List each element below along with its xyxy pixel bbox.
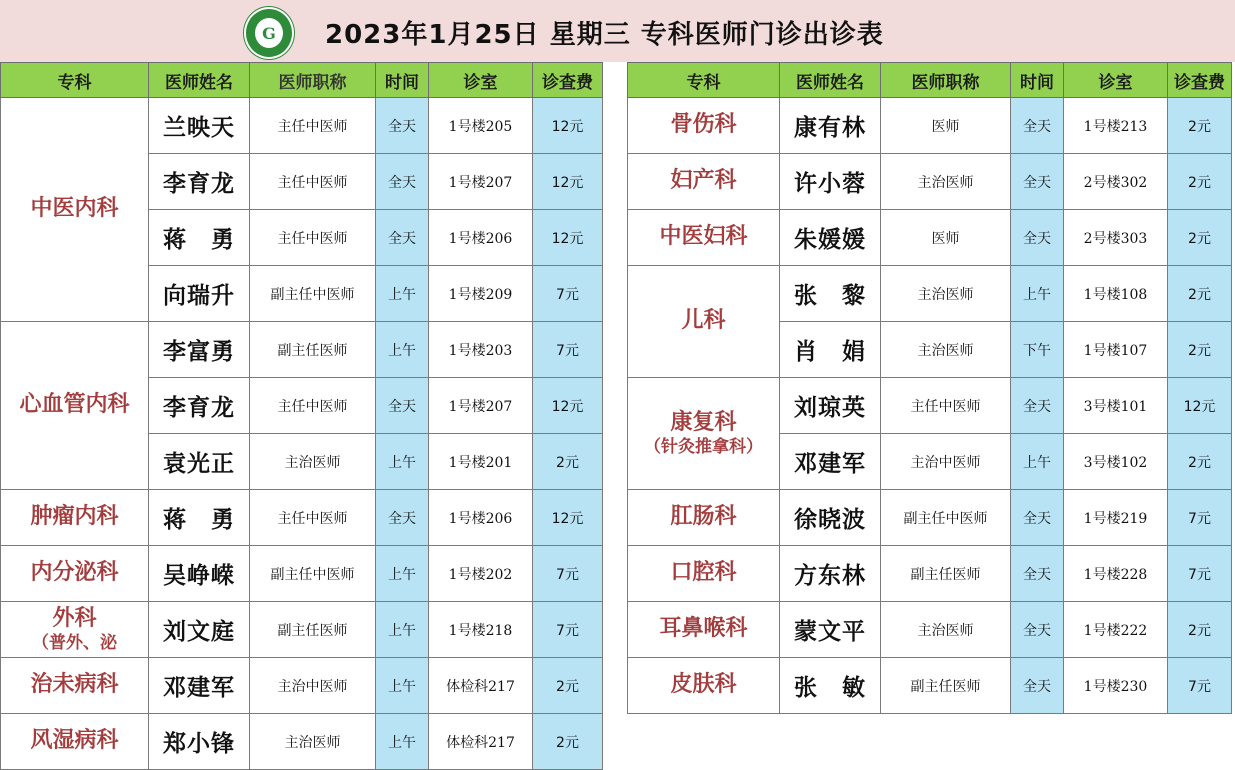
table-row	[628, 546, 1232, 602]
table-row	[628, 98, 1232, 154]
doctor-title: 主治医师	[881, 602, 1011, 658]
clinic-time: 上午	[376, 546, 429, 602]
clinic-room: 1号楼206	[429, 490, 533, 546]
col-header-doctor-title: 医师职称	[250, 63, 376, 98]
specialty-cell: 中医内科	[1, 98, 149, 322]
consult-fee: 2元	[1168, 154, 1232, 210]
clinic-room: 1号楼219	[1064, 490, 1168, 546]
specialty-cell: 中医妇科	[628, 210, 780, 266]
clinic-room: 1号楼107	[1064, 322, 1168, 378]
table-row	[1, 98, 603, 154]
clinic-time: 全天	[376, 98, 429, 154]
table-row	[1, 490, 603, 546]
specialty-cell: 骨伤科	[628, 98, 780, 154]
consult-fee: 2元	[1168, 266, 1232, 322]
doctor-name: 李育龙	[149, 378, 250, 434]
schedule-table-right	[627, 62, 1232, 714]
table-header-row	[628, 63, 1232, 98]
doctor-title: 医师	[881, 98, 1011, 154]
doctor-title: 副主任中医师	[250, 266, 376, 322]
consult-fee: 2元	[533, 434, 603, 490]
consult-fee: 2元	[1168, 98, 1232, 154]
specialty-name: 外科	[52, 606, 97, 632]
clinic-room: 1号楼213	[1064, 98, 1168, 154]
doctor-title: 主任中医师	[250, 210, 376, 266]
doctor-title: 主治医师	[250, 434, 376, 490]
table-row	[1, 546, 603, 602]
col-header-doctor-name: 医师姓名	[149, 63, 250, 98]
consult-fee: 2元	[533, 714, 603, 770]
doctor-name: 蒙文平	[780, 602, 881, 658]
clinic-time: 全天	[376, 490, 429, 546]
hospital-logo-icon	[244, 7, 294, 59]
clinic-time: 全天	[1011, 210, 1064, 266]
doctor-title: 主治中医师	[881, 434, 1011, 490]
doctor-name: 蒋 勇	[149, 490, 250, 546]
doctor-name: 向瑞升	[149, 266, 250, 322]
consult-fee: 2元	[1168, 210, 1232, 266]
clinic-time: 全天	[1011, 378, 1064, 434]
clinic-time: 全天	[1011, 490, 1064, 546]
specialty-cell: 风湿病科	[1, 714, 149, 770]
doctor-title: 副主任医师	[881, 546, 1011, 602]
clinic-time: 上午	[376, 266, 429, 322]
page-header	[0, 0, 1235, 62]
doctor-name: 肖 娟	[780, 322, 881, 378]
clinic-time: 下午	[1011, 322, 1064, 378]
clinic-time: 全天	[376, 378, 429, 434]
consult-fee: 7元	[1168, 658, 1232, 714]
specialty-cell	[1, 602, 149, 658]
consult-fee: 2元	[1168, 434, 1232, 490]
clinic-time: 上午	[1011, 434, 1064, 490]
table-header-row	[1, 63, 603, 98]
specialty-cell: 肛肠科	[628, 490, 780, 546]
table-row	[628, 154, 1232, 210]
doctor-title: 主治医师	[881, 322, 1011, 378]
doctor-name: 徐晓波	[780, 490, 881, 546]
clinic-time: 全天	[376, 154, 429, 210]
doctor-name: 郑小锋	[149, 714, 250, 770]
specialty-cell: 肿瘤内科	[1, 490, 149, 546]
col-header-fee: 诊查费	[533, 63, 603, 98]
doctor-name: 张 黎	[780, 266, 881, 322]
specialty-cell: 儿科	[628, 266, 780, 378]
col-header-doctor-title: 医师职称	[881, 63, 1011, 98]
consult-fee: 7元	[533, 266, 603, 322]
specialty-cell: 妇产科	[628, 154, 780, 210]
table-row	[1, 714, 603, 770]
specialty-cell: 心血管内科	[1, 322, 149, 490]
clinic-room: 1号楼203	[429, 322, 533, 378]
clinic-room: 1号楼209	[429, 266, 533, 322]
doctor-title: 副主任中医师	[881, 490, 1011, 546]
clinic-room: 1号楼222	[1064, 602, 1168, 658]
clinic-time: 上午	[376, 658, 429, 714]
consult-fee: 2元	[1168, 322, 1232, 378]
doctor-name: 刘文庭	[149, 602, 250, 658]
consult-fee: 12元	[533, 154, 603, 210]
doctor-title: 主任中医师	[250, 378, 376, 434]
doctor-name: 康有林	[780, 98, 881, 154]
doctor-name: 张 敏	[780, 658, 881, 714]
logo-glyph: G	[255, 18, 283, 48]
clinic-room: 1号楼207	[429, 378, 533, 434]
col-header-time: 时间	[1011, 63, 1064, 98]
doctor-name: 李育龙	[149, 154, 250, 210]
specialty-name: 康复科	[670, 410, 737, 436]
clinic-room: 1号楼207	[429, 154, 533, 210]
clinic-room: 1号楼228	[1064, 546, 1168, 602]
clinic-room: 1号楼205	[429, 98, 533, 154]
specialty-cell: 治未病科	[1, 658, 149, 714]
table-row	[628, 658, 1232, 714]
clinic-room: 3号楼102	[1064, 434, 1168, 490]
clinic-room: 1号楼201	[429, 434, 533, 490]
table-row	[1, 602, 603, 658]
specialty-cell: 皮肤科	[628, 658, 780, 714]
clinic-time: 上午	[376, 322, 429, 378]
clinic-room: 1号楼108	[1064, 266, 1168, 322]
doctor-name: 许小蓉	[780, 154, 881, 210]
doctor-title: 副主任中医师	[250, 546, 376, 602]
doctor-title: 主治中医师	[250, 658, 376, 714]
doctor-name: 刘琼英	[780, 378, 881, 434]
clinic-room: 2号楼303	[1064, 210, 1168, 266]
clinic-room: 2号楼302	[1064, 154, 1168, 210]
clinic-time: 全天	[1011, 658, 1064, 714]
specialty-cell	[628, 378, 780, 490]
consult-fee: 12元	[1168, 378, 1232, 434]
consult-fee: 12元	[533, 378, 603, 434]
clinic-room: 体检科217	[429, 714, 533, 770]
doctor-name: 袁光正	[149, 434, 250, 490]
specialty-cell: 内分泌科	[1, 546, 149, 602]
consult-fee: 2元	[1168, 602, 1232, 658]
doctor-title: 主治医师	[881, 266, 1011, 322]
doctor-title: 副主任医师	[250, 602, 376, 658]
doctor-name: 蒋 勇	[149, 210, 250, 266]
table-row	[628, 490, 1232, 546]
specialty-subtitle: （针灸推拿科）	[644, 436, 763, 457]
clinic-time: 上午	[1011, 266, 1064, 322]
specialty-cell: 耳鼻喉科	[628, 602, 780, 658]
consult-fee: 7元	[1168, 546, 1232, 602]
doctor-title: 主任中医师	[250, 154, 376, 210]
doctor-title: 主治医师	[250, 714, 376, 770]
consult-fee: 12元	[533, 98, 603, 154]
doctor-title: 主任中医师	[250, 490, 376, 546]
specialty-subtitle: （普外、泌	[32, 632, 117, 653]
doctor-name: 李富勇	[149, 322, 250, 378]
clinic-time: 全天	[1011, 602, 1064, 658]
doctor-name: 吴峥嵘	[149, 546, 250, 602]
clinic-time: 全天	[1011, 546, 1064, 602]
table-row	[1, 322, 603, 378]
col-header-time: 时间	[376, 63, 429, 98]
consult-fee: 7元	[533, 602, 603, 658]
page-title: 2023年1月25日 星期三 专科医师门诊出诊表	[325, 20, 884, 50]
doctor-title: 主任中医师	[881, 378, 1011, 434]
clinic-room: 体检科217	[429, 658, 533, 714]
clinic-room: 1号楼218	[429, 602, 533, 658]
col-header-room: 诊室	[1064, 63, 1168, 98]
doctor-title: 副主任医师	[881, 658, 1011, 714]
doctor-title: 副主任医师	[250, 322, 376, 378]
doctor-name: 朱媛媛	[780, 210, 881, 266]
table-row	[628, 602, 1232, 658]
schedule-table-left	[0, 62, 603, 770]
doctor-name: 邓建军	[149, 658, 250, 714]
clinic-room: 1号楼230	[1064, 658, 1168, 714]
table-row	[1, 658, 603, 714]
doctor-name: 方东林	[780, 546, 881, 602]
doctor-name: 兰映天	[149, 98, 250, 154]
table-row	[628, 378, 1232, 434]
consult-fee: 12元	[533, 210, 603, 266]
consult-fee: 7元	[533, 546, 603, 602]
clinic-time: 全天	[1011, 154, 1064, 210]
doctor-name: 邓建军	[780, 434, 881, 490]
clinic-room: 3号楼101	[1064, 378, 1168, 434]
doctor-title: 主任中医师	[250, 98, 376, 154]
clinic-time: 全天	[1011, 98, 1064, 154]
col-header-room: 诊室	[429, 63, 533, 98]
col-header-fee: 诊查费	[1168, 63, 1232, 98]
clinic-time: 上午	[376, 434, 429, 490]
table-row	[628, 210, 1232, 266]
consult-fee: 2元	[533, 658, 603, 714]
clinic-time: 全天	[376, 210, 429, 266]
col-header-doctor-name: 医师姓名	[780, 63, 881, 98]
doctor-title: 主治医师	[881, 154, 1011, 210]
clinic-room: 1号楼202	[429, 546, 533, 602]
col-header-specialty: 专科	[1, 63, 149, 98]
consult-fee: 12元	[533, 490, 603, 546]
clinic-time: 上午	[376, 602, 429, 658]
col-header-specialty: 专科	[628, 63, 780, 98]
consult-fee: 7元	[1168, 490, 1232, 546]
clinic-room: 1号楼206	[429, 210, 533, 266]
clinic-time: 上午	[376, 714, 429, 770]
specialty-cell: 口腔科	[628, 546, 780, 602]
table-row	[628, 266, 1232, 322]
consult-fee: 7元	[533, 322, 603, 378]
doctor-title: 医师	[881, 210, 1011, 266]
